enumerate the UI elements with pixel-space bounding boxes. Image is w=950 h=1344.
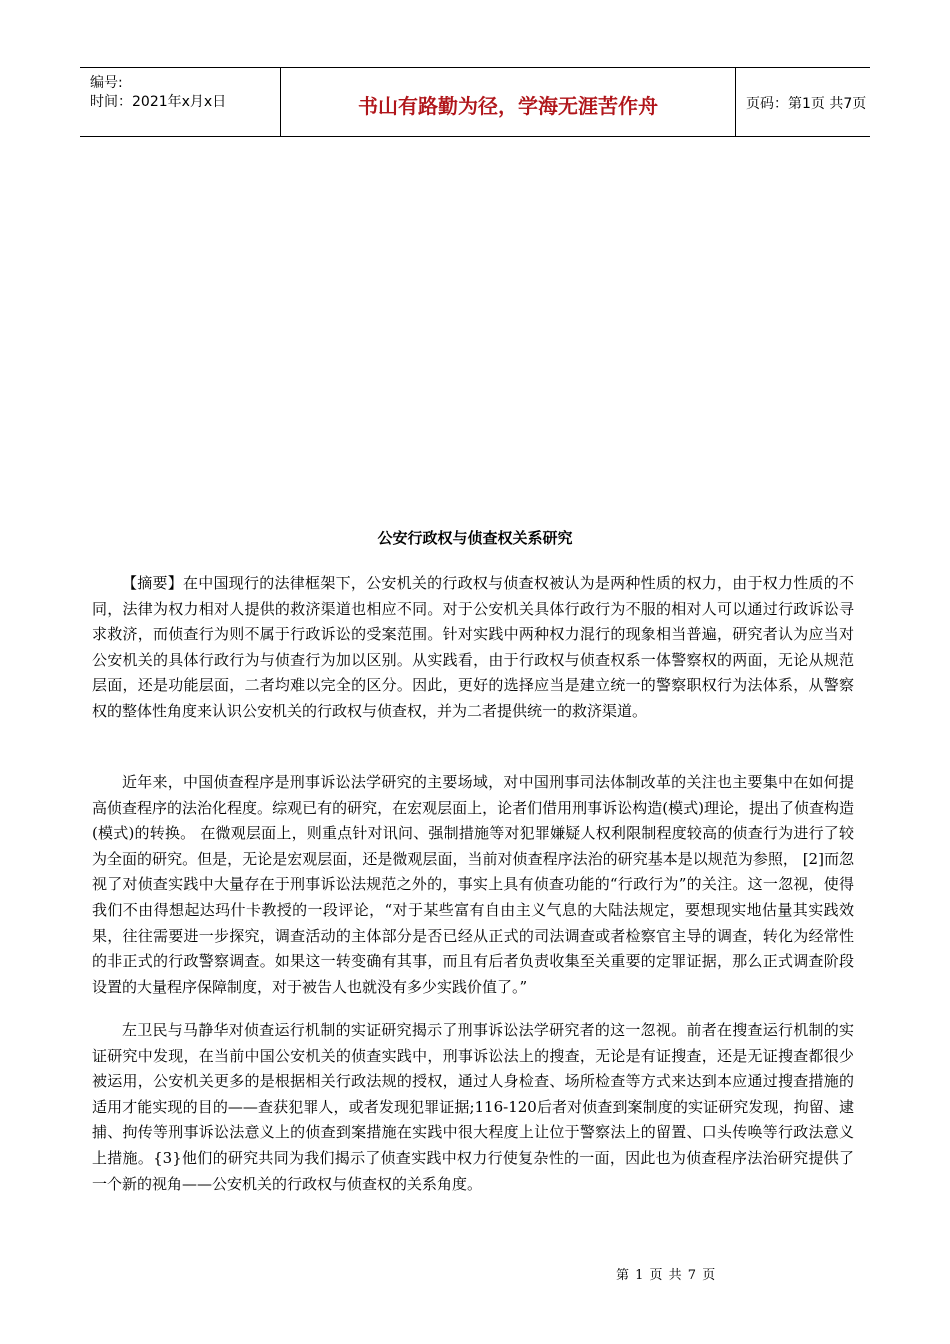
header-motto-cell <box>280 68 736 136</box>
document-number-label: 编号: <box>90 75 123 91</box>
header-left-cell <box>80 68 280 136</box>
abstract-paragraph: 【摘要】在中国现行的法律框架下，公安机关的行政权与侦查权被认为是两种性质的权力，由于权力性质的不同，法律为权力相对人提供的救济渠道也相应不同。对于公安机关具体行政行为不服的相对人可以通过行政诉讼寻求救济，而侦查行为则不属于行政诉讼的受案范围。针对实践中两种权力混行的现象相当普遍，研究者认为应当对公安机关的具体行政行为与侦查行为加以区别。从实践看，由于行政权与侦查权系一体警察权的两面，无论从规范层面，还是功能层面，二者均难以完全的区分。因此，更好的选择应当是建立统一的警察职权行为法体系，从警察权的整体性角度来认识公安机关的行政权与侦查权，并为二者提供统一的救济渠道。 <box>92 574 854 720</box>
header-right-cell <box>736 68 870 136</box>
body-paragraph: 左卫民与马静华对侦查运行机制的实证研究揭示了刑事诉讼法学研究者的这一忽视。前者在搜查运行机制的实证研究中发现，在当前中国公安机关的侦查实践中，刑事诉讼法上的搜查，无论是有证搜查，还是无证搜查都很少被运用，公安机关更多的是根据相关行政法规的授权，通过人身检查、场所检查等方式来达到本应通过搜查措施的适用才能实现的目的——查获犯罪人，或者发现犯罪证据;116-120后者对侦查到案制度的实证研究发现，拘留、逮捕、拘传等刑事诉讼法意义上的侦查到案措施在实践中很大程度上让位于警察法上的留置、口头传唤等行政法意义上措施。{3}他们的研究共同为我们揭示了侦查实践中权力行使复杂性的一面，因此也为侦查程序法治研究提供了一个新的视角——公安机关的行政权与侦查权的关系角度。 <box>92 1021 854 1193</box>
page-footer: 第 1 页 共 7 页 <box>616 1268 717 1283</box>
header-page-label: 页码：第1页 共7页 <box>746 96 867 112</box>
date-label: 时间：2021年x月x日 <box>90 94 227 110</box>
motto-text: 书山有路勤为径，学海无涯苦作舟 <box>358 94 658 118</box>
document-title: 公安行政权与侦查权关系研究 <box>377 529 573 547</box>
page-header <box>80 67 870 137</box>
body-paragraph: 近年来，中国侦查程序是刑事诉讼法学研究的主要场域，对中国刑事司法体制改革的关注也主要集中在如何提高侦查程序的法治化程度。综观已有的研究，在宏观层面上，论者们借用刑事诉讼构造(模式)理论，提出了侦查构造(模式)的转换。 在微观层面上，则重点针对讯问、强制措施等对犯罪嫌疑人权利限制程度较高的侦查行为进行了较为全面的研究。但是，无论是宏观层面，还是微观层面，当前对侦查程序法治的研究基本是以规范为参照， [2]而忽视了对侦查实践中大量存在于刑事诉讼法规范之外的，事实上具有侦查功能的“行政行为”的关注。这一忽视，使得我们不由得想起达玛什卡教授的一段评论，“对于某些富有自由主义气息的大陆法规定，要想现实地估量其实践效果，往往需要进一步探究，调查活动的主体部分是否已经从正式的司法调查或者检察官主导的调查，转化为经常性的非正式的行政警察调查。如果这一转变确有其事，而且有后者负责收集至关重要的定罪证据，那么正式调查阶段设置的大量程序保障制度，对于被告人也就没有多少实践价值了。” <box>92 773 854 996</box>
